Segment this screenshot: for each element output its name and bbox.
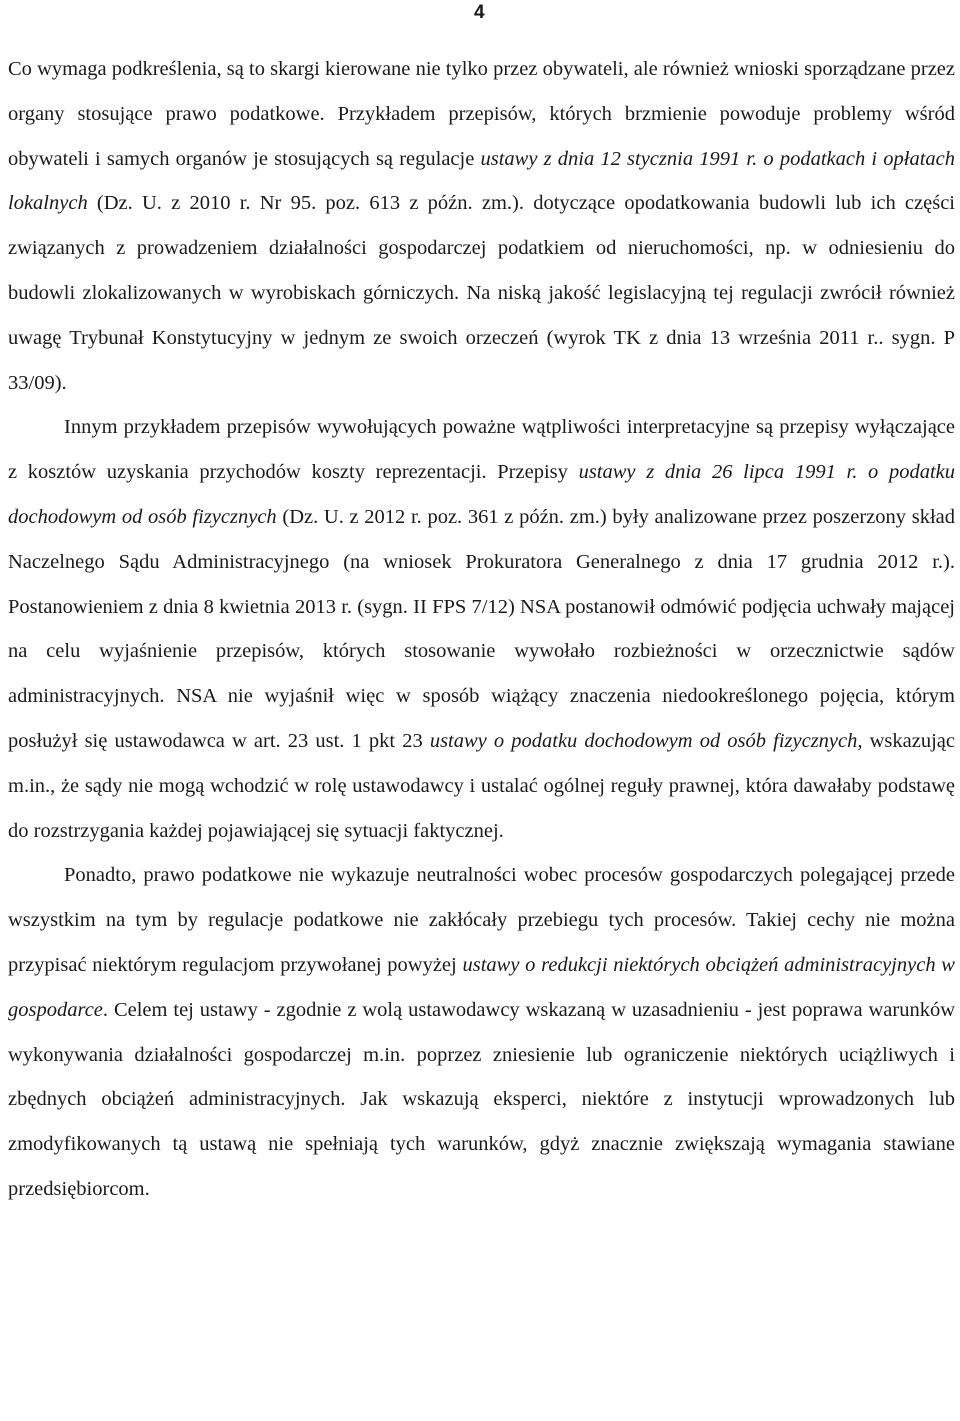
act-title-local-taxes: ustawy z dnia 12 stycznia 1991 r. o podatkach i opłatach lokalnych: [8, 147, 955, 215]
paragraph-neutrality: [8, 853, 955, 1211]
page-number: 4: [474, 2, 485, 23]
paragraph-text: Innym przykładem przepisów wywołujących poważne wątpliwości interpretacyjne są przepisy wyłączające z kosztów uzyskania przychodów koszty reprezentacji. Przepisy: [8, 416, 955, 484]
paragraph-text: Co wymaga podkreślenia, są to skargi kierowane nie tylko przez obywateli, ale również wnioski sporządzane przez organy stosujące prawo podatkowe. Przykładem przepisów, których brzmienie powoduje problemy wśród obywateli i samych organów je stosujących są regulacje: [8, 58, 955, 170]
act-title-pit-short: ustawy o podatku dochodowym od osób fizycznych,: [429, 729, 863, 752]
paragraph-text: (Dz. U. z 2012 r. poz. 361 z późn. zm.) były analizowane przez poszerzony skład Naczelnego Sądu Administracyjnego (na wniosek Prokuratora Generalnego z dnia 17 grudnia 2012 r.). Postanowieniem z dnia 8 kwietnia 2013 r. (sygn. II FPS 7/12) NSA postanowił odmówić podjęcia uchwały mającej na celu wyjaśnienie przepisów, których stosowanie wywołało rozbieżności w orzecznictwie sądów administracyjnych. NSA nie wyjaśnił więc w sposób wiążący znaczenia niedookreślonego pojęcia, którym posłużył się ustawodawca w art. 23 ust. 1 pkt 23: [8, 505, 955, 752]
paragraph-text: wskazując m.in., że sądy nie mogą wchodzić w rolę ustawodawcy i ustalać ogólnej reguły prawnej, która dawałaby podstawę do rozstrzygania każdej pojawiającej się sytuacji faktycznej.: [8, 729, 956, 842]
act-title-pit: ustawy z dnia 26 lipca 1991 r. o podatku dochodowym od osób fizycznych: [8, 461, 956, 528]
paragraph-representation-costs: [8, 405, 955, 853]
act-title-administrative-burdens: ustawy o redukcji niektórych obciążeń administracyjnych w gospodarce: [8, 953, 955, 1021]
paragraph-text: (Dz. U. z 2010 r. Nr 95. poz. 613 z późn. zm.). dotyczące opodatkowania budowli lub ich części związanych z prowadzeniem działalności gospodarczej podatkiem od nieruchomości, np. w odniesieniu do budowli zlokalizowanych w wyrobiskach górniczych. Na niską jakość legislacyjną tej regulacji zwrócił również uwagę Trybunał Konstytucyjny w jednym ze swoich orzeczeń (wyrok TK z dnia 13 września 2011 r.. sygn. P 33/09).: [8, 192, 955, 394]
document-body: [8, 47, 955, 1212]
paragraph-complaints: [8, 47, 955, 405]
paragraph-text: Ponadto, prawo podatkowe nie wykazuje neutralności wobec procesów gospodarczych polegającej przede wszystkim na tym by regulacje podatkowe nie zakłócały przebiegu tych procesów. Takiej cechy nie można przypisać niektórym regulacjom przywołanej powyżej: [8, 864, 955, 976]
paragraph-text: . Celem tej ustawy - zgodnie z wolą ustawodawcy wskazaną w uzasadnieniu - jest poprawa warunków wykonywania działalności gospodarczej m.in. poprzez zniesienie lub ograniczenie niektórych uciążliwych i zbędnych obciążeń administracyjnych. Jak wskazują eksperci, niektóre z instytucji wprowadzonych lub zmodyfikowanych tą ustawą nie spełniają tych warunków, gdyż znacznie zwiększają wymagania stawiane przedsiębiorcom.: [8, 998, 955, 1200]
